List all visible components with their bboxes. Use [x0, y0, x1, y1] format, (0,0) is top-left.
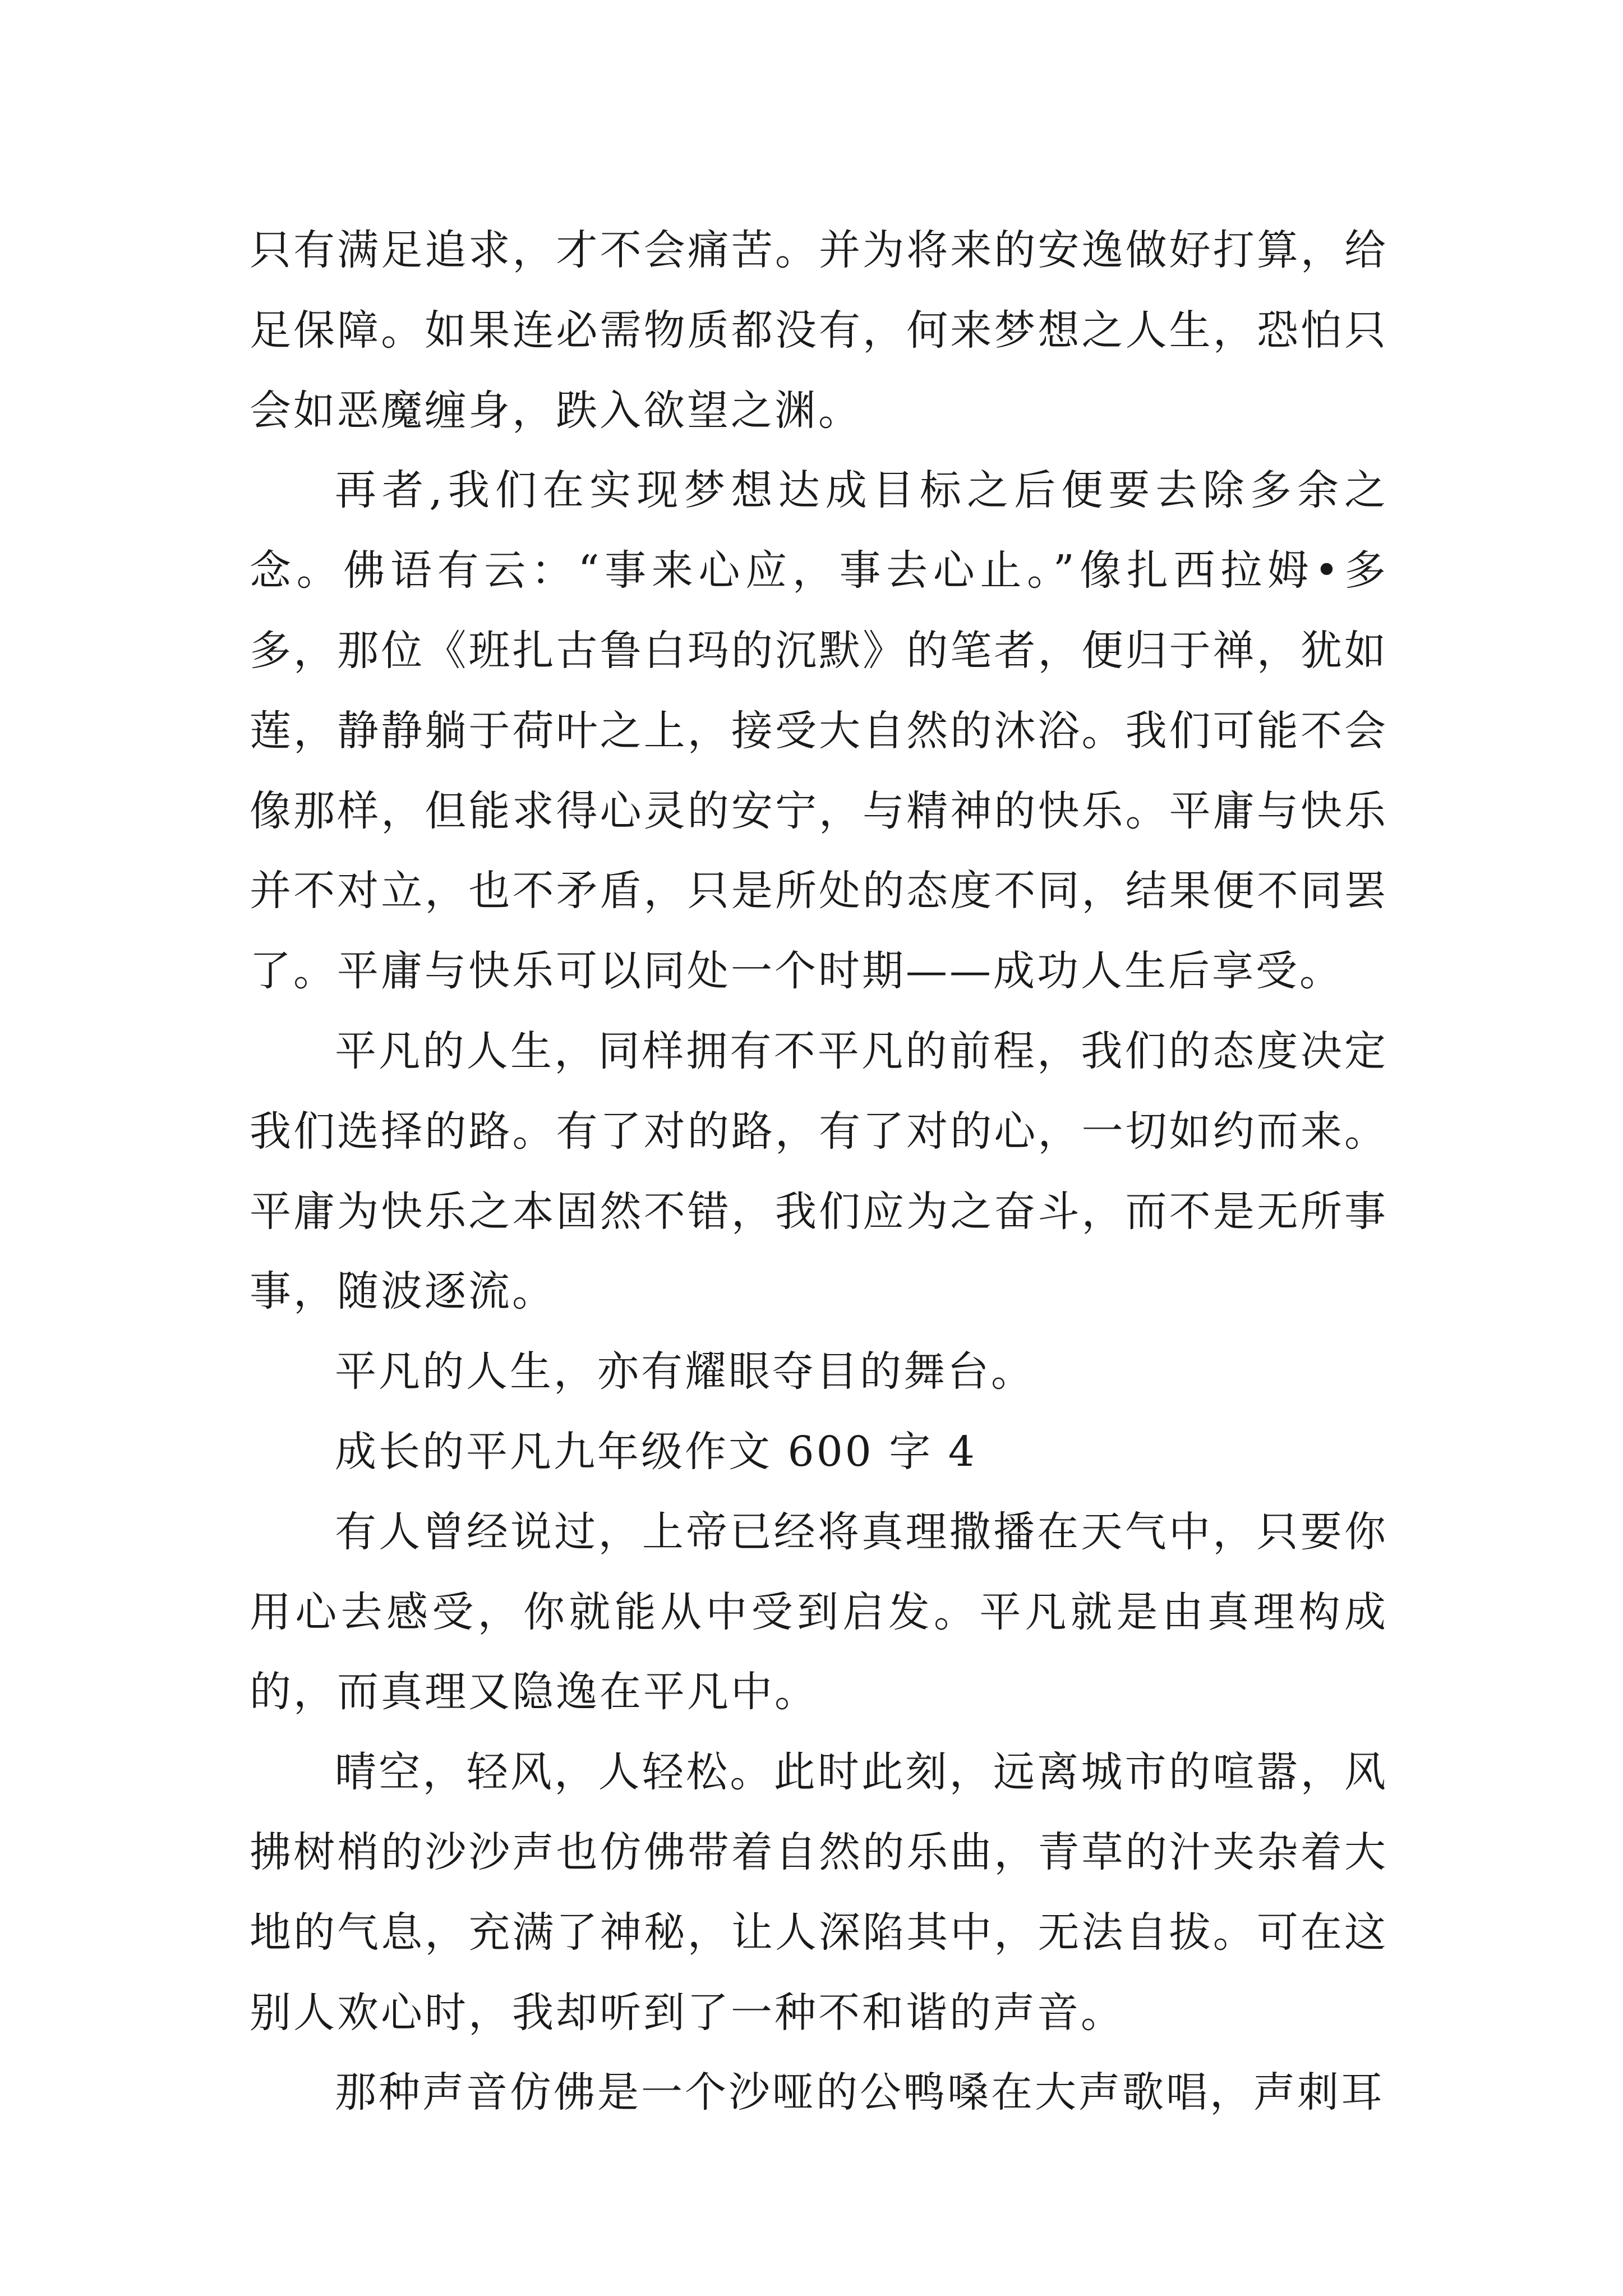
paragraph-5: 有人曾经说过，上帝已经将真理撒播在天气中，只要你用心去感受，你就能从中受到启发。平凡就是由真理构成的，而真理又隐逸在平凡中。	[250, 1507, 1388, 1717]
paragraph-4: 平凡的人生，亦有耀眼夺目的舞台。	[335, 1347, 1035, 1396]
section-heading: 成长的平凡九年级作文 600 字 4	[335, 1427, 977, 1476]
document-body	[250, 210, 1388, 2133]
paragraph-2: 再者,我们在实现梦想达成目标之后便要去除多余之念。佛语有云：“事来心应，事去心止。”像扎西拉姆•多多，那位《班扎古鲁白玛的沉默》的笔者，便归于禅，犹如莲，静静躺于荷叶之上，接受大自然的沐浴。我们可能不会像那样，但能求得心灵的安宁，与精神的快乐。平庸与快乐并不对立，也不矛盾，只是所处的态度不同，结果便不同罢了。平庸与快乐可以同处一个时期——成功人生后享受。	[250, 466, 1388, 996]
paragraph-1: 只有满足追求，才不会痛苦。并为将来的安逸做好打算，给足保障。如果连必需物质都没有，何来梦想之人生，恐怕只会如恶魔缠身，跌入欲望之渊。	[250, 226, 1388, 435]
paragraph-6: 晴空，轻风，人轻松。此时此刻，远离城市的喧嚣，风拂树梢的沙沙声也仿佛带着自然的乐曲，青草的汁夹杂着大地的气息，充满了神秘，让人深陷其中，无法自拔。可在这别人欢心时，我却听到了一种不和谐的声音。	[250, 1748, 1388, 2037]
paragraph-7: 那种声音仿佛是一个沙哑的公鸭嗓在大声歌唱，声刺耳	[335, 2068, 1385, 2117]
paragraph-3: 平凡的人生，同样拥有不平凡的前程，我们的态度决定我们选择的路。有了对的路，有了对的心，一切如约而来。平庸为快乐之本固然不错，我们应为之奋斗，而不是无所事事，随波逐流。	[250, 1027, 1388, 1316]
